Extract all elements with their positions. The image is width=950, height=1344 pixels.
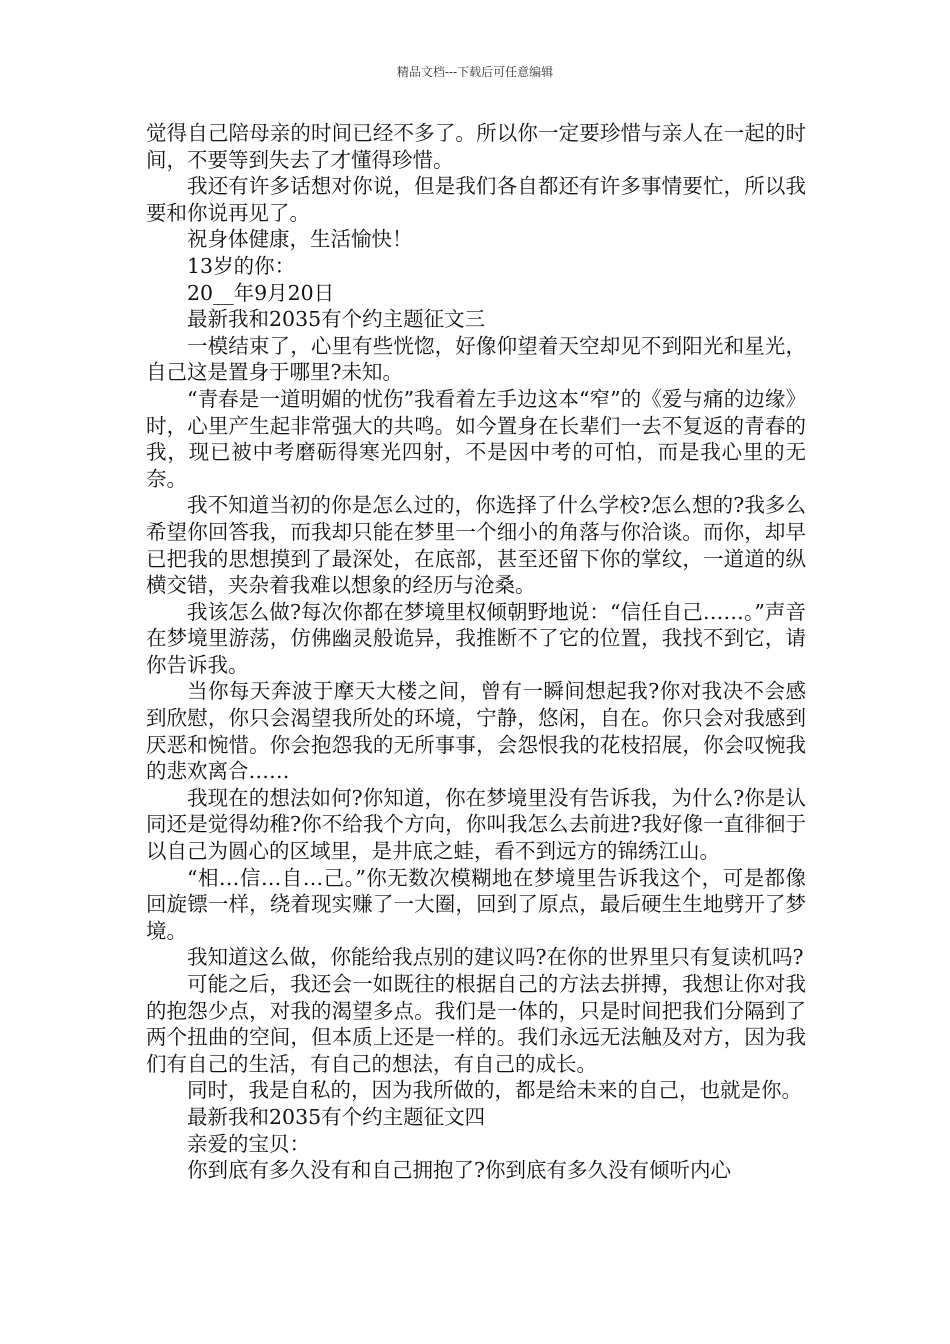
paragraph-19: 你到底有多久没有和自己拥抱了?你到底有多久没有倾听内心 (187, 1158, 731, 1183)
section-title-3: 最新我和2035有个约主题征文三 (187, 307, 486, 332)
paragraph-14: 我知道这么做，你能给我点别的建议吗?在你的世界里只有复读机吗? (187, 945, 804, 970)
paragraph-18: 亲爱的宝贝： (187, 1131, 310, 1156)
paragraph-13: “相…信…自…己。”你无数次模糊地在梦境里告诉我这个，可是都像回旋镖一样，绕着现实赚了一大圈，回到了原点，最后硬生生地劈开了梦境。 (146, 865, 806, 943)
paragraph-11: 当你每天奔波于摩天大楼之间，曾有一瞬间想起我?你对我决不会感到欣慰，你只会渴望我所处的环境，宁静，悠闲，自在。你只会对我感到厌恶和惋惜。你会抱怨我的无所事事，会怨恨我的花枝招展，你会叹惋我的悲欢离合…… (146, 679, 806, 784)
paragraph-7: 一模结束了，心里有些恍惚，好像仰望着天空却见不到阳光和星光，自己这是置身于哪里?未知。 (146, 333, 806, 385)
page-header: 精品文档---下载后可任意编辑 (396, 65, 554, 79)
paragraph-4: 13岁的你： (187, 253, 296, 278)
paragraph-12: 我现在的想法如何?你知道，你在梦境里没有告诉我，为什么?你是认同还是觉得幼稚?你不给我个方向，你叫我怎么去前进?我好像一直徘徊于以自己为圆心的区域里，是井底之蛙，看不到远方的锦绣江山。 (146, 785, 806, 864)
paragraph-16: 同时，我是自私的，因为我所做的，都是给未来的自己，也就是你。 (187, 1078, 802, 1103)
section-title-4: 最新我和2035有个约主题征文四 (187, 1104, 486, 1129)
paragraph-10: 我该怎么做?每次你都在梦境里权倾朝野地说：“信任自己……。”声音在梦境里游荡，仿佛幽灵般诡异，我推断不了它的位置，我找不到它，请你告诉我。 (146, 599, 806, 677)
paragraph-15: 可能之后，我还会一如既往的根据自己的方法去拼搏，我想让你对我的抱怨少点，对我的渴望多点。我们是一体的，只是时间把我们分隔到了两个扭曲的空间，但本质上还是一样的。我们永远无法触及对方，因为我们有自己的生活，有自己的想法，有自己的成长。 (146, 972, 806, 1076)
paragraph-2: 我还有许多话想对你说，但是我们各自都还有许多事情要忙，所以我要和你说再见了。 (146, 174, 806, 225)
paragraph-1: 觉得自己陪母亲的时间已经不多了。所以你一定要珍惜与亲人在一起的时间，不要等到失去了才懂得珍惜。 (146, 121, 806, 172)
document-body (146, 120, 806, 1184)
paragraph-9: 我不知道当初的你是怎么过的，你选择了什么学校?怎么想的?我多么希望你回答我，而我却只能在梦里一个细小的角落与你洽谈。而你，却早已把我的思想摸到了最深处，在底部，甚至还留下你的掌纹，一道道的纵横交错，夹杂着我难以想象的经历与沧桑。 (146, 493, 806, 598)
paragraph-3: 祝身体健康，生活愉快！ (187, 227, 413, 252)
paragraph-8: “青春是一道明媚的忧伤”我看着左手边这本“窄”的《爱与痛的边缘》时，心里产生起非常强大的共鸣。如今置身在长辈们一去不复返的青春的我，现已被中考磨砺得寒光四射，不是因中考的可怕，而是我心里的无奈。 (146, 386, 806, 491)
paragraph-5: 20__年9月20日 (187, 280, 335, 305)
